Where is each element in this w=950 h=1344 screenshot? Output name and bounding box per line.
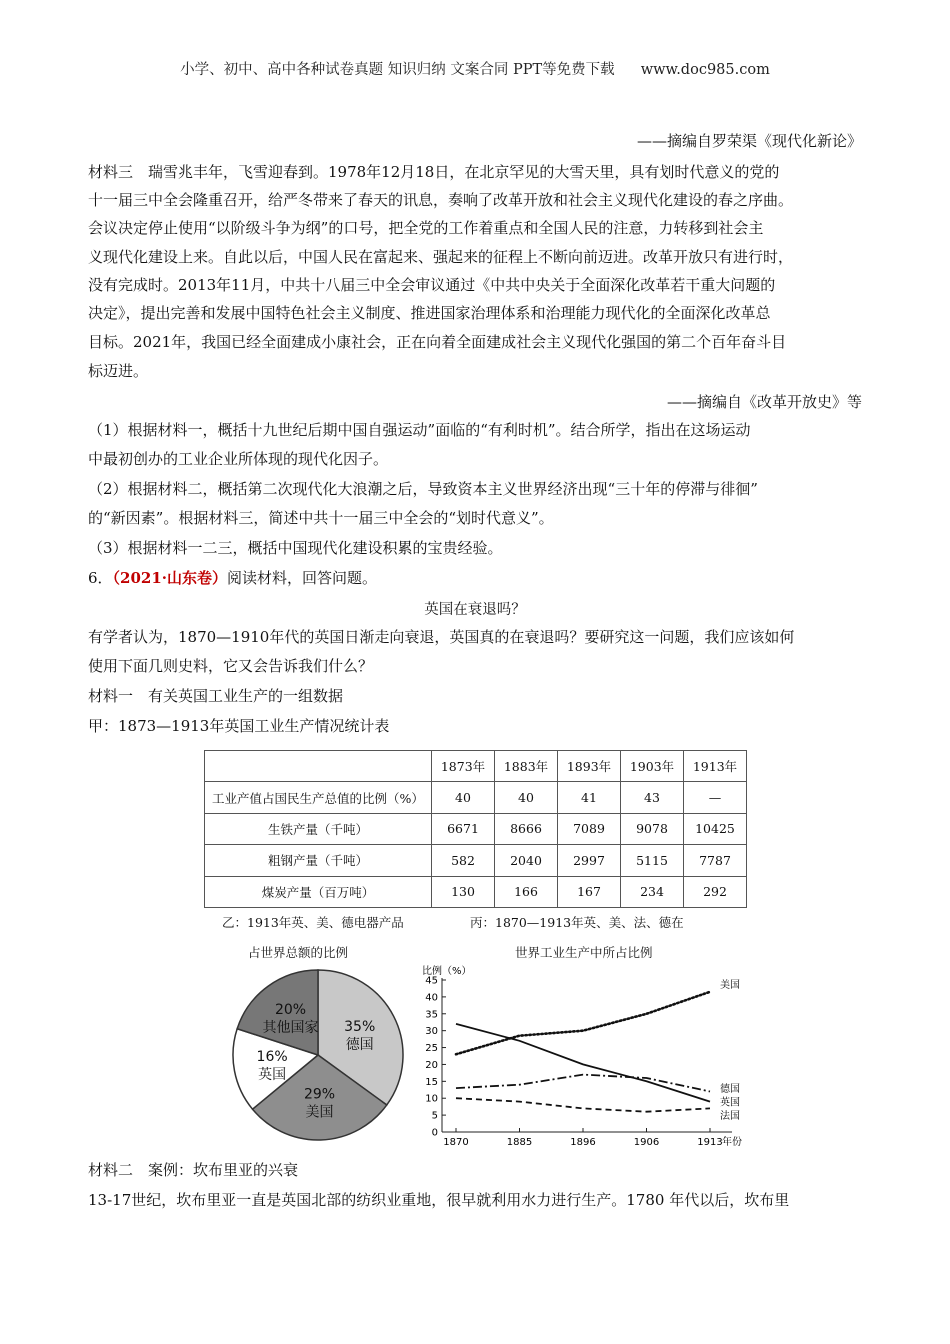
year-header: 1903年 [621,751,684,782]
header-text: 小学、初中、高中各种试卷真题 知识归纳 文案合同 PPT等免费下载 [180,62,615,78]
y-tick-label: 35 [425,1009,438,1021]
pie-slice-label: 美国 [305,1104,334,1121]
pie-slice-pct: 16% [256,1048,288,1065]
table-cell: — [684,782,747,813]
material3-line: 目标。2021年，我国已经全面建成小康社会，正在向着全面建成社会主义现代化强国的第二个百年奋斗目 [88,333,787,351]
section-title: 英国在衰退吗？ [424,602,526,618]
table-cell: 40 [495,782,558,813]
question-line: 的“新因素”。根据材料三，简述中共十一届三中全会的“划时代意义”。 [88,509,554,527]
question-line: （3）根据材料一二三，概括中国现代化建设积累的宝贵经验。 [88,539,503,557]
exam-source: （2021·山东卷） [112,569,228,587]
material2-line: 13-17世纪，坎布里亚一直是英国北部的纺织业重地，很早就利用水力进行生产。1780 年代以后，坎布里 [88,1191,790,1209]
table-header-row [205,751,747,782]
row-label: 粗钢产量（千吨） [205,845,432,876]
intro-line: 有学者认为，1870—1910年代的英国日渐走向衰退，英国真的在衰退吗？要研究这一问题，我们应该如何 [88,628,795,646]
table-cell: 8666 [495,813,558,844]
year-header: 1873年 [432,751,495,782]
pie-slice-pct: 20% [274,1002,307,1019]
material1-title: 材料一 有关英国工业生产的一组数据 [88,687,344,705]
year-header: 1893年 [558,751,621,782]
question-prompt: 阅读材料，回答问题。 [227,569,378,587]
table-cell: 167 [558,876,621,907]
table-cell: 292 [684,876,747,907]
pie-chart [230,965,410,1145]
x-tick-label: 1870 [443,1137,469,1148]
line-caption-2: 世界工业生产中所占比例 [515,945,653,960]
series-line-3 [456,1098,710,1112]
y-tick-label: 10 [425,1093,438,1105]
table-cell: 10425 [684,813,747,844]
table-cell: 2040 [495,845,558,876]
series-label: 英国 [720,1097,740,1109]
source-citation-2: ——摘编自《改革开放史》等 [666,393,862,411]
series-label: 德国 [720,1084,740,1096]
material2-title: 材料二 案例：坎布里亚的兴衰 [88,1161,299,1179]
material3-line: 会议决定停止使用“以阶级斗争为纲”的口号，把全党的工作着重点和全国人民的注意，力转移到社会主 [88,219,764,237]
series-line-2 [456,1024,710,1102]
question-6-heading [88,568,377,588]
y-tick-label: 30 [425,1026,438,1038]
question-number: 6． [88,569,113,587]
y-tick-label: 45 [425,975,438,987]
line-chart [420,966,765,1150]
table-cell: 43 [621,782,684,813]
row-label: 煤炭产量（百万吨） [205,876,432,907]
line-caption-1: 丙：1870—1913年英、美、法、德在 [470,915,684,930]
y-tick-label: 15 [425,1076,438,1088]
series-label: 美国 [720,979,740,991]
pie-slice-label: 德国 [345,1036,374,1053]
table-title: 甲：1873—1913年英国工业生产情况统计表 [88,717,390,735]
table-cell: 6671 [432,813,495,844]
y-tick-label: 5 [431,1110,438,1122]
x-axis-label: 年份 [722,1137,742,1148]
page-header [0,58,950,79]
table-cell: 7787 [684,845,747,876]
intro-line: 使用下面几则史料，它又会告诉我们什么？ [88,657,374,675]
table-cell: 5115 [621,845,684,876]
y-axis-label: 比例（%） [422,966,472,977]
x-tick-label: 1913 [697,1137,723,1148]
table-cell: 7089 [558,813,621,844]
table-row [205,876,747,907]
pie-slice-pct: 35% [344,1018,376,1035]
material3-line: 决定》，提出完善和发展中国特色社会主义制度、推进国家治理体系和治理能力现代化的全面深化改革总 [88,304,771,322]
pie-caption-2: 占世界总额的比例 [248,945,349,960]
row-label: 生铁产量（千吨） [205,813,432,844]
table-corner [205,751,432,782]
table-cell: 41 [558,782,621,813]
material3-line: 十一届三中全会隆重召开，给严冬带来了春天的讯息，奏响了改革开放和社会主义现代化建设的春之序曲。 [88,191,794,209]
pie-slice-pct: 29% [303,1086,336,1103]
series-line-0 [456,992,710,1055]
table-row [205,782,747,813]
material3-line: 义现代化建设上来。自此以后，中国人民在富起来、强起来的征程上不断向前迈进。改革开放只有进行时， [88,248,794,266]
table-cell: 130 [432,876,495,907]
y-tick-label: 20 [425,1059,438,1071]
x-tick-label: 1885 [506,1137,533,1148]
table-row [205,845,747,876]
source-citation-1: ——摘编自罗荣渠《现代化新论》 [636,132,862,150]
pie-slice-label: 其他国家 [262,1020,319,1037]
row-label: 工业产值占国民生产总值的比例（%） [205,782,432,813]
table-cell: 234 [621,876,684,907]
year-header: 1913年 [684,751,747,782]
table-cell: 40 [432,782,495,813]
table-cell: 9078 [621,813,684,844]
question-line: （1）根据材料一，概括十九世纪后期中国自强运动”面临的“有利时机”。结合所学，指出在这场运动 [88,421,751,439]
material3-line: 标迈进。 [88,362,149,380]
y-tick-label: 25 [425,1043,438,1055]
question-line: 中最初创办的工业企业所体现的现代化因子。 [88,450,389,468]
production-table [204,750,747,908]
table-cell: 582 [432,845,495,876]
table-cell: 2997 [558,845,621,876]
table-row [205,813,747,844]
y-tick-label: 40 [425,992,438,1004]
question-line: （2）根据材料二，概括第二次现代化大浪潮之后，导致资本主义世界经济出现“三十年的停滞与徘徊” [88,480,758,498]
x-tick-label: 1906 [633,1137,660,1148]
header-url[interactable]: www.doc985.com [640,62,770,78]
x-tick-label: 1896 [570,1137,596,1148]
y-tick-label: 0 [431,1127,438,1139]
pie-caption-1: 乙：1913年英、美、德电器产品 [222,915,404,930]
material3-line: 材料三 瑞雪兆丰年，飞雪迎春到。1978年12月18日，在北京罕见的大雪天里，具有划时代意义的党的 [88,163,780,181]
year-header: 1883年 [495,751,558,782]
series-label: 法国 [720,1111,740,1123]
table-cell: 166 [495,876,558,907]
material3-line: 没有完成时。2013年11月，中共十八届三中全会审议通过《中共中央关于全面深化改革若干重大问题的 [88,276,776,294]
pie-slice-label: 英国 [258,1066,287,1083]
